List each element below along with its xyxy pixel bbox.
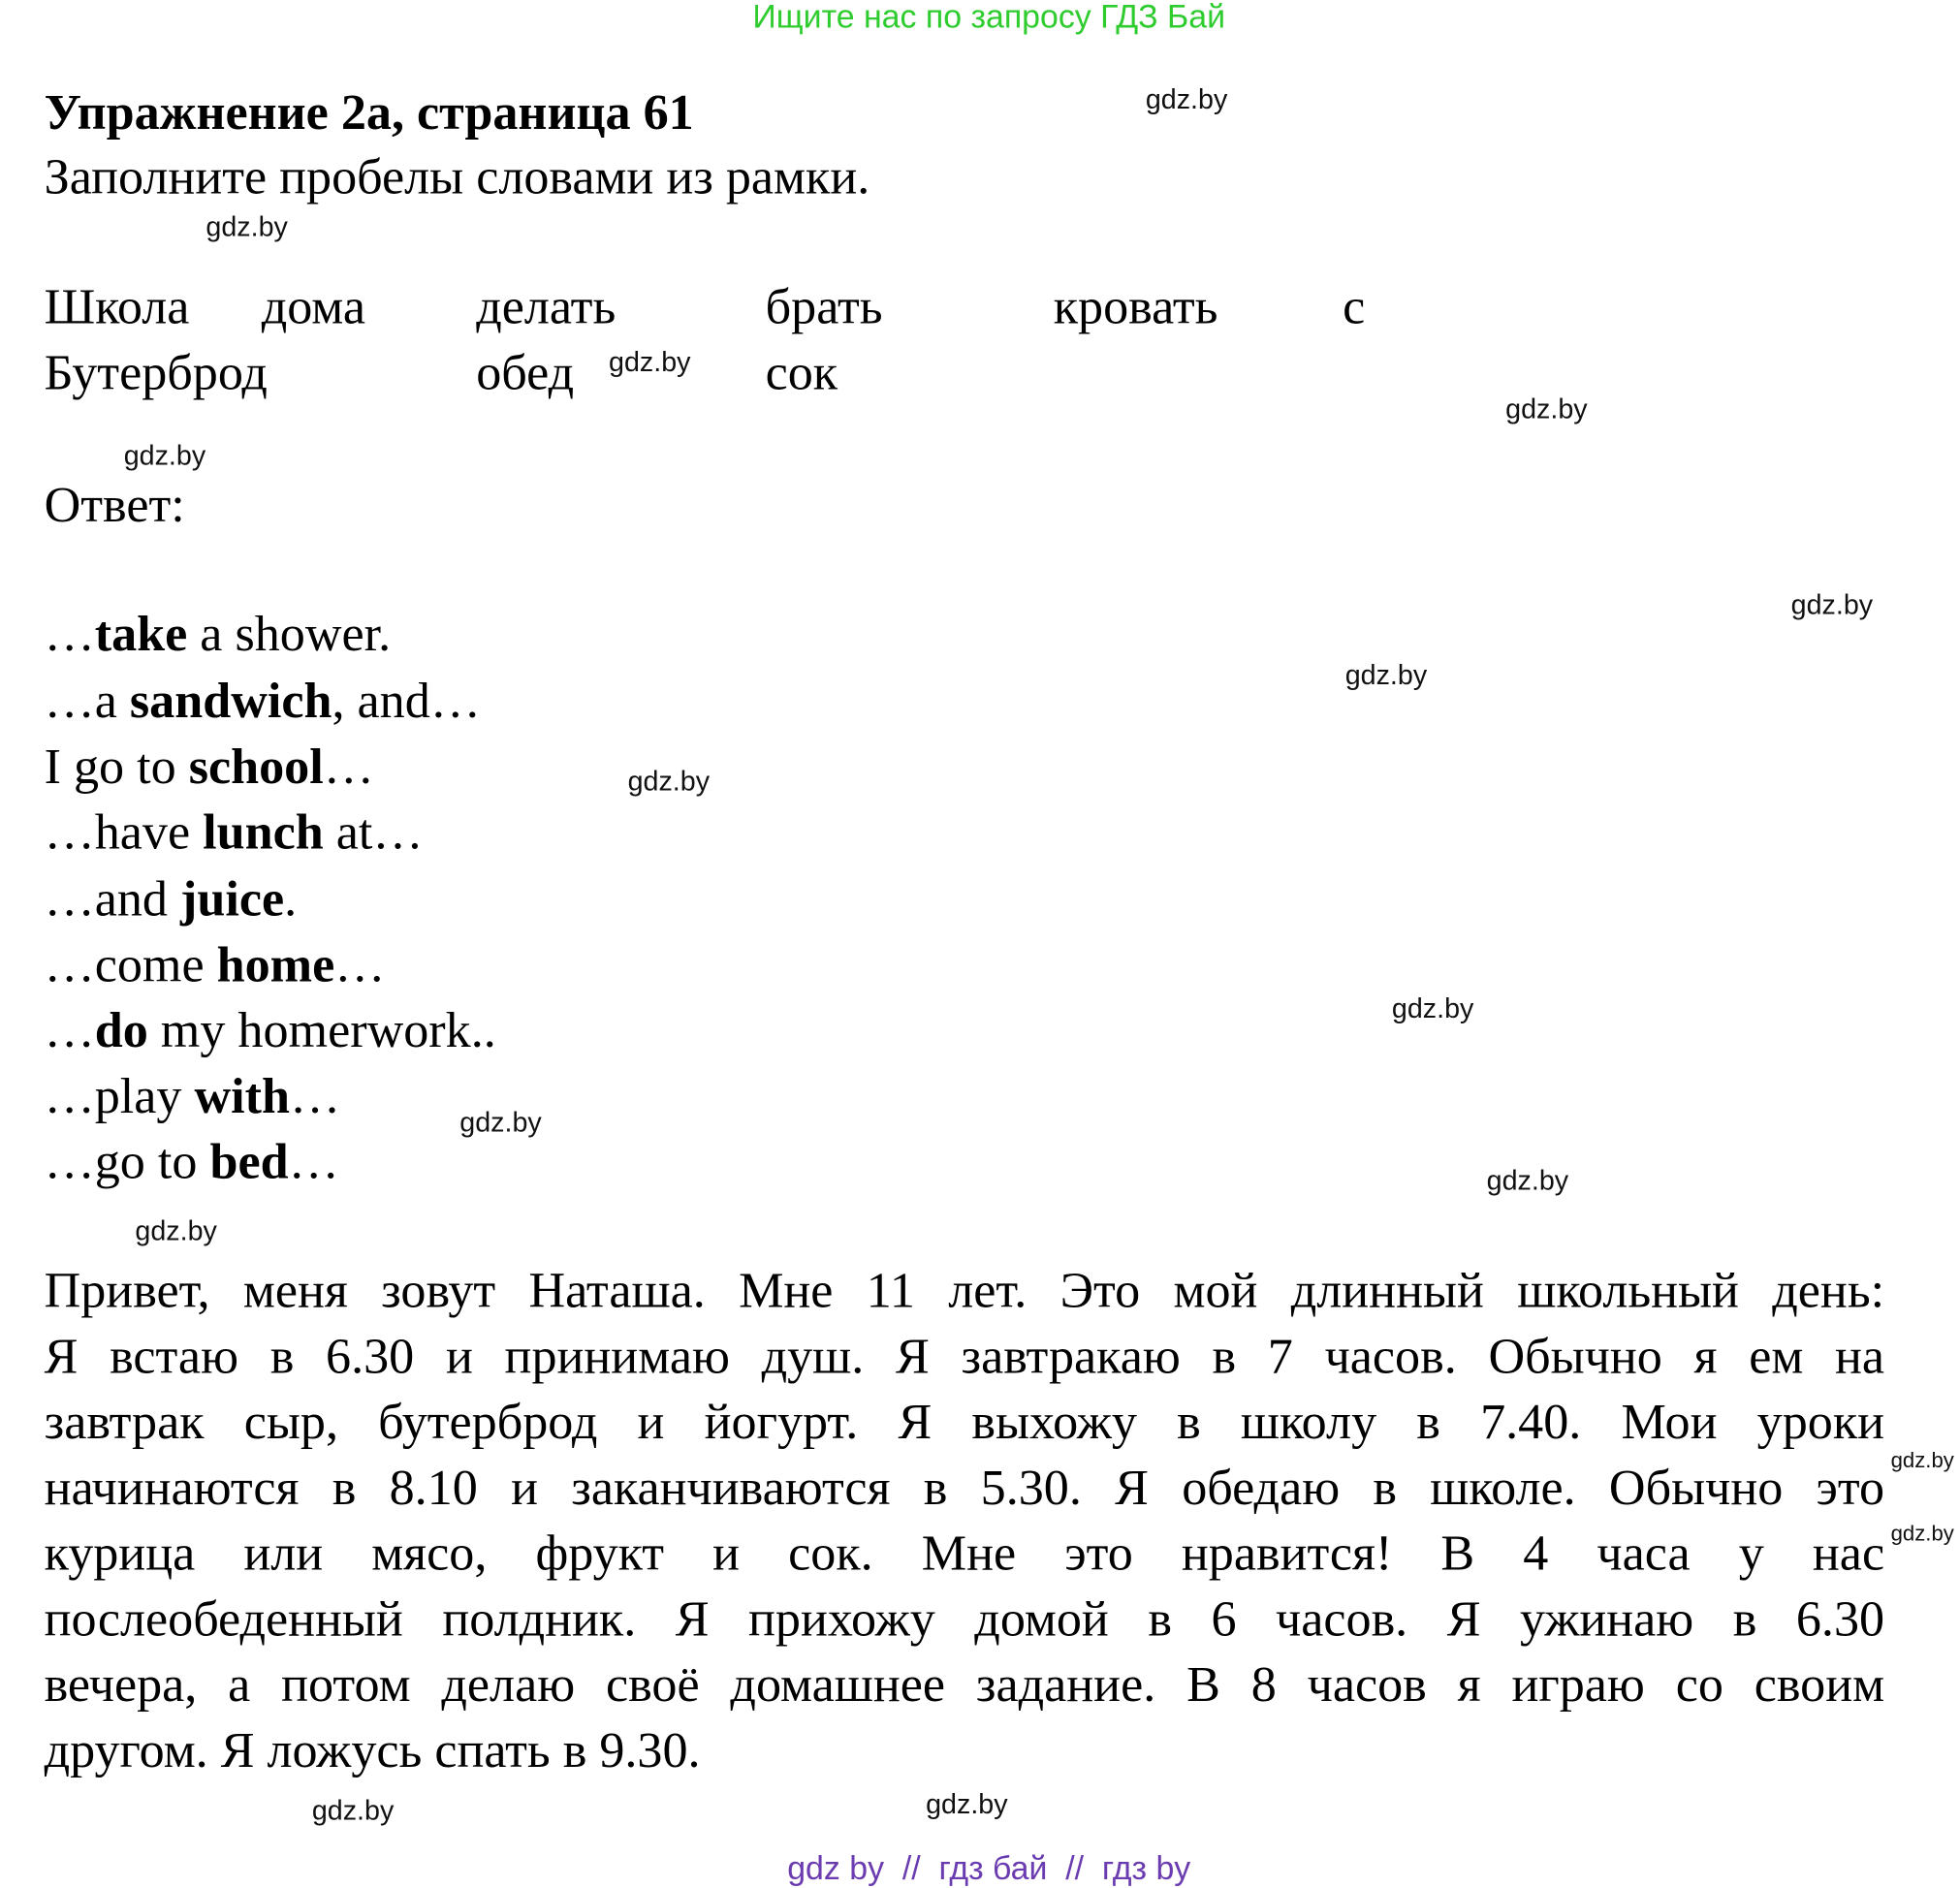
watermark: gdz.by: [1890, 1522, 1954, 1546]
watermark: gdz.by: [459, 1106, 542, 1139]
word: дома: [261, 277, 366, 335]
paragraph-line: начинаются в 8.10 и заканчиваются в 5.30. Я обедаю в школе. Обычно это: [44, 1458, 1885, 1516]
answer-text: a shower.: [187, 605, 392, 662]
answer-text: …a: [44, 672, 130, 729]
answer-line: [45, 803, 424, 862]
paragraph-line: курица или мясо, фрукт и сок. Мне это нравится! В 4 часа у нас: [44, 1524, 1885, 1582]
answer-text: …: [44, 1001, 95, 1058]
answer-text: I go to: [44, 737, 189, 795]
answer-word: with: [194, 1067, 290, 1124]
watermark: gdz.by: [1145, 82, 1228, 115]
answer-text: …: [334, 935, 386, 993]
top-banner: Ищите нас по запросу ГДЗ Бай: [752, 0, 1226, 36]
answer-line: [45, 605, 392, 663]
answer-line: [45, 936, 386, 994]
paragraph-line: вечера, а потом делаю своё домашнее задание. В 8 часов я играю со своим: [44, 1655, 1885, 1713]
answer-text: …and: [44, 869, 181, 928]
answer-text: …play: [44, 1067, 195, 1124]
watermark: gdz.by: [135, 1214, 217, 1247]
word: обед: [476, 343, 575, 401]
answer-word: take: [94, 605, 188, 662]
page-title: Упражнение 2а, страница 61: [44, 82, 694, 141]
watermark: gdz.by: [311, 1794, 395, 1827]
watermark: gdz.by: [1790, 588, 1874, 620]
answer-line: [45, 870, 298, 928]
word: кровать: [1053, 277, 1218, 335]
answer-word: bed: [209, 1132, 289, 1190]
story-paragraph: [45, 1258, 1884, 1783]
watermark: gdz.by: [627, 765, 711, 798]
answer-line: [45, 738, 374, 796]
instruction: Заполните пробелы словами из рамки.: [44, 147, 870, 205]
answer-text: …: [323, 737, 374, 795]
word: Бутерброд: [44, 343, 268, 401]
paragraph-line: Я встаю в 6.30 и принимаю душ. Я завтракаю в 7 часов. Обычно я ем на: [44, 1327, 1885, 1385]
answer-text: at…: [323, 802, 424, 861]
watermark: gdz.by: [926, 1788, 1008, 1820]
watermark: gdz.by: [1486, 1164, 1569, 1196]
answer-text: .: [284, 869, 298, 928]
paragraph-line: Привет, меня зовут Наташа. Мне 11 лет. Это мой длинный школьный день:: [44, 1261, 1885, 1319]
paragraph-line: завтрак сыр, бутерброд и йогурт. Я выхожу в школу в 7.40. Мои уроки: [44, 1393, 1885, 1450]
answer-text: …: [288, 1132, 339, 1190]
paragraph-line: послеобеденный полдник. Я прихожу домой в 6 часов. Я ужинаю в 6.30: [44, 1589, 1885, 1648]
answer-word: do: [94, 1001, 148, 1058]
watermark: gdz.by: [205, 210, 288, 243]
answer-line: [45, 1067, 340, 1125]
watermark: gdz.by: [1344, 659, 1428, 691]
answer-word: school: [188, 737, 324, 795]
word: Школа: [44, 277, 190, 335]
word: с: [1343, 277, 1366, 335]
answer-word: home: [216, 935, 335, 993]
word: сок: [765, 343, 838, 401]
answer-text: , and…: [332, 672, 481, 729]
answer-word: juice: [180, 869, 285, 928]
watermark: gdz.by: [1391, 992, 1474, 1024]
watermark: gdz.by: [123, 439, 206, 472]
watermark: gdz.by: [1890, 1448, 1954, 1473]
answer-line: [45, 1001, 496, 1059]
answer-line: [45, 672, 481, 730]
watermark: gdz.by: [1505, 393, 1588, 425]
word: делать: [476, 277, 616, 335]
answer-line: [45, 1133, 339, 1191]
answer-text: …: [289, 1067, 341, 1124]
answer-word: sandwich: [129, 672, 332, 729]
answer-text: …: [44, 605, 95, 662]
answer-text: …come: [44, 935, 217, 993]
answer-word: lunch: [203, 802, 324, 861]
answer-text: my homerwork..: [147, 1001, 496, 1058]
paragraph-line: другом. Я ложусь спать в 9.30.: [44, 1720, 701, 1778]
answer-label: Ответ:: [44, 476, 185, 533]
answer-text: …go to: [44, 1132, 210, 1190]
watermark: gdz.by: [609, 346, 691, 378]
word: брать: [765, 277, 883, 335]
footer-banner: gdz by // гдз бай // гдз by: [787, 1848, 1191, 1887]
answer-text: …have: [44, 802, 204, 861]
